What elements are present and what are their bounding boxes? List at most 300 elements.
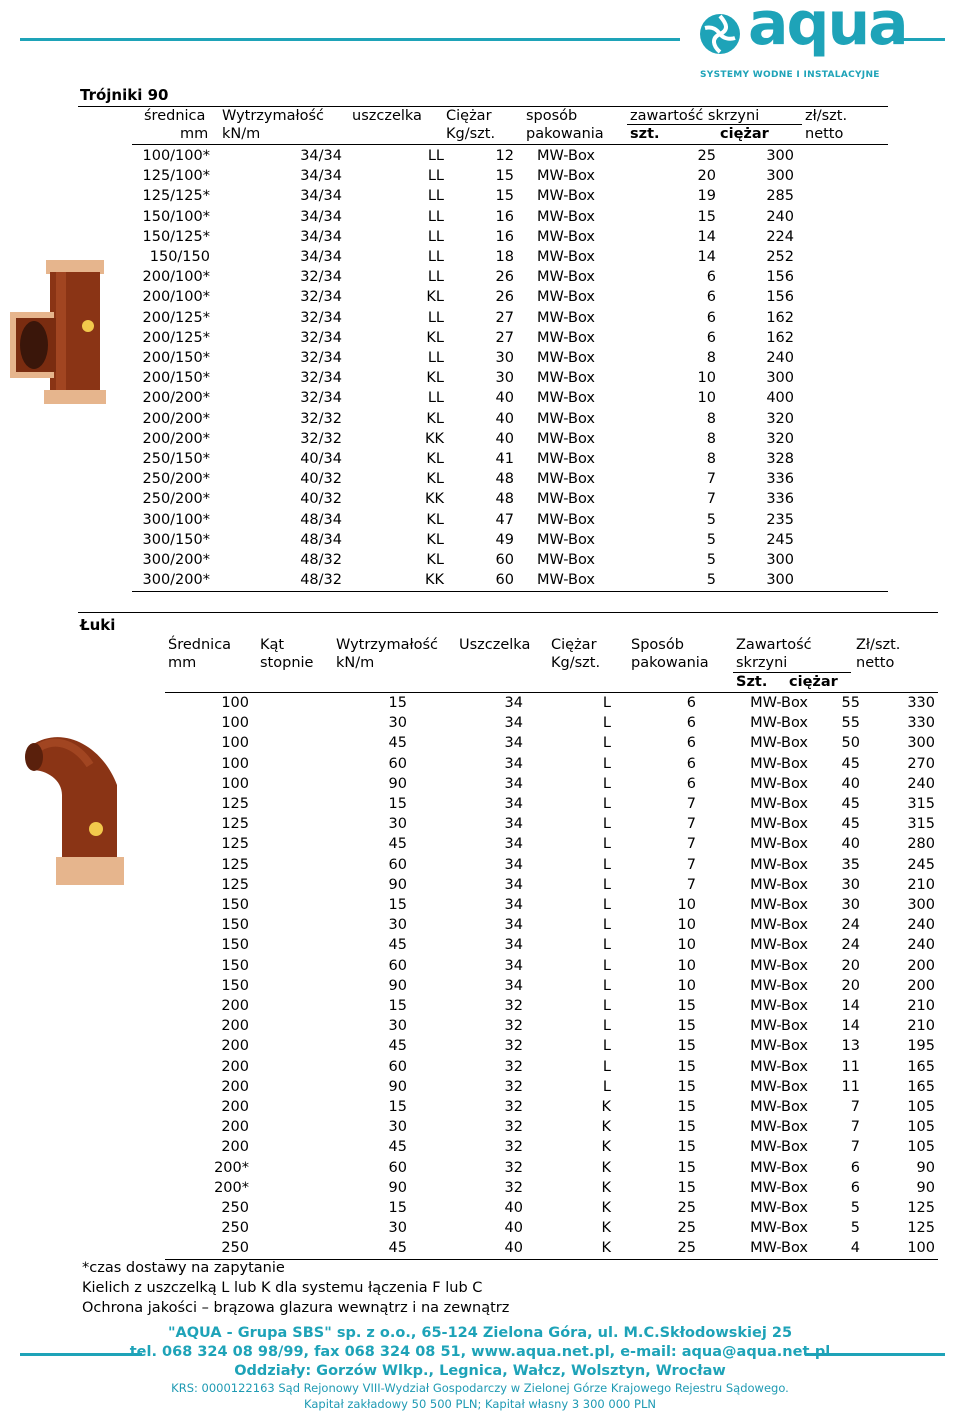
table-cell: 48 — [495, 491, 514, 508]
table-cell: 10 — [677, 897, 696, 914]
table-cell: 165 — [907, 1078, 935, 1095]
table-row — [132, 227, 794, 247]
table-cell: L — [602, 1058, 611, 1075]
table-cell: L — [602, 836, 611, 853]
table-cell: 7 — [706, 471, 716, 488]
table-cell: 200/100* — [142, 289, 210, 306]
table-cell: 55 — [841, 715, 860, 732]
table-cell: MW-Box — [537, 572, 595, 589]
table-row — [132, 510, 794, 530]
table-cell: 300 — [907, 897, 935, 914]
table-cell: 15 — [388, 796, 407, 813]
table-cell: 105 — [907, 1119, 935, 1136]
col-header-diameter: średnica mm — [144, 108, 209, 142]
table-row — [165, 814, 935, 834]
table-cell: 34 — [504, 695, 523, 711]
table-cell: 11 — [841, 1058, 860, 1075]
table-cell: 5 — [850, 1200, 860, 1217]
table-cell: 150/100* — [142, 208, 210, 225]
table-cell: 224 — [766, 228, 794, 245]
table-cell: 300 — [766, 552, 794, 569]
table-cell: LL — [427, 390, 444, 407]
table-cell: 40 — [495, 430, 514, 447]
table-cell: 90 — [388, 1179, 407, 1196]
table-cell: 15 — [388, 897, 407, 914]
header-rule-left — [20, 38, 680, 41]
table-cell: 14 — [841, 998, 860, 1015]
table-cell: 40 — [495, 390, 514, 407]
table-cell: 32 — [504, 1179, 523, 1196]
table-cell: MW-Box — [750, 816, 808, 833]
table-cell: KL — [426, 531, 444, 548]
table-cell: L — [602, 796, 611, 813]
table-cell: 34 — [504, 937, 523, 954]
table-cell: 200/200* — [142, 410, 210, 427]
table-cell: 4 — [850, 1240, 860, 1257]
table-cell: 250 — [221, 1200, 249, 1217]
table-cell: MW-Box — [750, 917, 808, 934]
table-cell: 100 — [221, 715, 249, 732]
table-cell: 34 — [504, 796, 523, 813]
table-cell: MW-Box — [750, 735, 808, 752]
table-cell: K — [601, 1240, 611, 1257]
table-cell: MW-Box — [537, 491, 595, 508]
col-header-weight: Ciężar Kg/szt. — [446, 108, 496, 142]
table-cell: 35 — [841, 856, 860, 873]
table-cell: 6 — [686, 715, 696, 732]
table-cell: 45 — [388, 735, 407, 752]
table-cell: 250 — [221, 1220, 249, 1237]
table-row — [132, 308, 794, 328]
table-cell: 15 — [388, 1200, 407, 1217]
table-cell: 45 — [841, 816, 860, 833]
table-cell: 7 — [686, 836, 696, 853]
table-cell: MW-Box — [537, 430, 595, 447]
table-row — [165, 1077, 935, 1097]
table-cell: MW-Box — [750, 1119, 808, 1136]
table-row — [132, 146, 794, 166]
table-cell: 40 — [504, 1240, 523, 1257]
table-row — [165, 713, 935, 733]
col-header-seal: uszczelka — [352, 108, 422, 124]
table-cell: 24 — [841, 937, 860, 954]
table-cell: L — [602, 816, 611, 833]
table-cell: 165 — [907, 1058, 935, 1075]
table-cell: 200* — [214, 1179, 249, 1196]
table-cell: 14 — [697, 228, 716, 245]
table-cell: 32 — [504, 1139, 523, 1156]
table-cell: MW-Box — [537, 390, 595, 407]
table-cell: L — [602, 715, 611, 732]
table-cell: 60 — [495, 572, 514, 589]
table-cell: 60 — [388, 957, 407, 974]
table-cell: 156 — [766, 269, 794, 286]
table-cell: MW-Box — [750, 1038, 808, 1055]
table-row — [132, 570, 794, 590]
divider — [78, 612, 938, 613]
table-cell: 300/200* — [142, 572, 210, 589]
table-row — [165, 754, 935, 774]
table-cell: 105 — [907, 1099, 935, 1116]
table-cell: 32/34 — [300, 370, 342, 387]
col-header-strength: Wytrzymałość kN/m — [222, 108, 325, 142]
table-cell: 48/32 — [300, 552, 342, 569]
table-cell: 32 — [504, 1018, 523, 1035]
table-cell: 7 — [686, 876, 696, 893]
footer-address: "AQUA - Grupa SBS" sp. z o.o., 65-124 Zielona Góra, ul. M.C.Skłodowskiej 25 — [167, 1325, 793, 1341]
col-header-packaging: sposób pakowania — [526, 108, 604, 142]
table-cell: 250/150* — [142, 451, 210, 468]
table-cell: 90 — [916, 1179, 935, 1196]
table-cell: MW-Box — [750, 937, 808, 954]
table-cell: 100 — [221, 775, 249, 792]
col-header-diameter: Średnica mm — [168, 637, 232, 671]
aqua-logo-mark-icon — [697, 4, 747, 66]
table-cell: 45 — [388, 836, 407, 853]
table-cell: MW-Box — [537, 410, 595, 427]
table-row — [132, 409, 794, 429]
table-cell: 8 — [706, 350, 716, 367]
table-cell: 32/34 — [300, 289, 342, 306]
table-row — [132, 530, 794, 550]
logo-subtitle: SYSTEMY WODNE I INSTALACYJNE — [700, 70, 880, 80]
table-cell: MW-Box — [537, 168, 595, 185]
table-cell: 30 — [388, 917, 407, 934]
table-row — [165, 1218, 935, 1238]
table-cell: 20 — [841, 977, 860, 994]
table-cell: 6 — [850, 1179, 860, 1196]
table-cell: 125 — [221, 836, 249, 853]
table-cell: 7 — [686, 816, 696, 833]
table-cell: 30 — [495, 370, 514, 387]
table-cell: 40 — [504, 1200, 523, 1217]
table-cell: 32/34 — [300, 269, 342, 286]
table-cell: 30 — [388, 816, 407, 833]
table-cell: MW-Box — [750, 957, 808, 974]
table-cell: 48/34 — [300, 531, 342, 548]
table-cell: 15 — [677, 1179, 696, 1196]
table-cell: MW-Box — [537, 228, 595, 245]
table-cell: 200 — [221, 1119, 249, 1136]
table-cell: MW-Box — [750, 1058, 808, 1075]
table-cell: L — [602, 1078, 611, 1095]
table-cell: 330 — [907, 695, 935, 711]
table-cell: 45 — [388, 1139, 407, 1156]
table-cell: MW-Box — [750, 1240, 808, 1257]
table-cell: 300/150* — [142, 531, 210, 548]
table-cell: 60 — [495, 552, 514, 569]
table-row — [165, 996, 935, 1016]
table-cell: 34 — [504, 816, 523, 833]
divider — [132, 144, 888, 145]
table-cell: 200/150* — [142, 350, 210, 367]
table-cell: LL — [427, 350, 444, 367]
table-cell: 34 — [504, 856, 523, 873]
table-cell: 195 — [907, 1038, 935, 1055]
col-header-price: zł/szt. netto — [805, 108, 848, 142]
table-cell: 30 — [388, 715, 407, 732]
table-cell: MW-Box — [750, 1159, 808, 1176]
table-cell: KK — [424, 491, 444, 508]
table-cell: MW-Box — [537, 289, 595, 306]
table-cell: 34 — [504, 876, 523, 893]
table-cell: 15 — [677, 1018, 696, 1035]
table-cell: 34/34 — [300, 208, 342, 225]
table-cell: 300 — [766, 168, 794, 185]
table-cell: 15 — [495, 168, 514, 185]
table-cell: 200/200* — [142, 430, 210, 447]
table-cell: L — [602, 998, 611, 1015]
table-cell: 5 — [706, 552, 716, 569]
table-cell: K — [601, 1220, 611, 1237]
table-cell: MW-Box — [537, 451, 595, 468]
table-cell: L — [602, 977, 611, 994]
table-cell: L — [602, 856, 611, 873]
table-cell: 13 — [841, 1038, 860, 1055]
table-row — [132, 429, 794, 449]
table-row — [165, 834, 935, 854]
table-cell: 60 — [388, 1058, 407, 1075]
table-row — [165, 1036, 935, 1056]
table-row — [132, 267, 794, 287]
table-cell: 240 — [907, 917, 935, 934]
table-cell: 60 — [388, 856, 407, 873]
table-cell: 5 — [706, 531, 716, 548]
table-cell: 200 — [907, 957, 935, 974]
table-row — [132, 449, 794, 469]
note-delivery: *czas dostawy na zapytanie — [82, 1260, 285, 1276]
table-cell: 150 — [221, 897, 249, 914]
table-cell: 300 — [907, 735, 935, 752]
table-row — [132, 388, 794, 408]
table-cell: 328 — [766, 451, 794, 468]
table-cell: 34/34 — [300, 188, 342, 205]
table-cell: 15 — [495, 188, 514, 205]
table-cell: MW-Box — [750, 977, 808, 994]
table-cell: 125/125* — [142, 188, 210, 205]
table-cell: 10 — [677, 977, 696, 994]
table-cell: 7 — [850, 1119, 860, 1136]
table-cell: 125 — [221, 856, 249, 873]
table-cell: L — [602, 755, 611, 772]
section-title-luki: Łuki — [80, 616, 116, 634]
table-cell: 252 — [766, 249, 794, 266]
col-header-strength: Wytrzymałość kN/m — [336, 637, 439, 671]
table-cell: 200/125* — [142, 329, 210, 346]
table-cell: 7 — [686, 856, 696, 873]
table-row — [165, 895, 935, 915]
table-cell: 336 — [766, 471, 794, 488]
table-cell: 32/32 — [300, 410, 342, 427]
table-cell: 300 — [766, 148, 794, 164]
table-cell: MW-Box — [750, 755, 808, 772]
table-cell: L — [602, 1018, 611, 1035]
table-cell: 100 — [221, 695, 249, 711]
table-cell: 25 — [677, 1200, 696, 1217]
table-cell: 32 — [504, 1058, 523, 1075]
table-cell: MW-Box — [750, 715, 808, 732]
table-cell: KL — [426, 329, 444, 346]
table-cell: 49 — [495, 531, 514, 548]
table-cell: 150 — [221, 957, 249, 974]
table-cell: L — [602, 1038, 611, 1055]
table-cell: LL — [427, 148, 444, 164]
table-row — [132, 186, 794, 206]
table-cell: 25 — [677, 1220, 696, 1237]
table-cell: MW-Box — [537, 208, 595, 225]
table-cell: 40 — [504, 1220, 523, 1237]
table-cell: MW-Box — [750, 1099, 808, 1116]
col-header-box: zawartość skrzyni — [630, 108, 760, 124]
col-header-box-ciezar: ciężar — [789, 674, 838, 690]
table-row — [165, 855, 935, 875]
table-row — [132, 368, 794, 388]
table-cell: 20 — [841, 957, 860, 974]
table-cell: 200 — [221, 1018, 249, 1035]
table-cell: 15 — [388, 1099, 407, 1116]
table-cell: 90 — [388, 977, 407, 994]
table-cell: 6 — [850, 1159, 860, 1176]
table-cell: 40/34 — [300, 451, 342, 468]
col-header-box-szt: Szt. — [736, 674, 768, 690]
table-cell: 200 — [221, 1139, 249, 1156]
table-cell: MW-Box — [537, 188, 595, 205]
table-row — [165, 935, 935, 955]
col-header-price: Zł/szt. netto — [856, 637, 901, 671]
table-row — [165, 733, 935, 753]
table-cell: 6 — [706, 289, 716, 306]
table-cell: MW-Box — [537, 370, 595, 387]
col-header-box: Zawartość skrzyni — [736, 637, 812, 671]
table-cell: 32 — [504, 1159, 523, 1176]
table-cell: 250/200* — [142, 471, 210, 488]
table-cell: LL — [427, 208, 444, 225]
table-cell: 20 — [697, 168, 716, 185]
table-cell: 200 — [907, 977, 935, 994]
col-header-weight: Ciężar Kg/szt. — [551, 637, 601, 671]
col-header-seal: Uszczelka — [459, 637, 531, 653]
table-cell: 25 — [697, 148, 716, 164]
table-cell: 300 — [766, 572, 794, 589]
table-cell: 47 — [495, 511, 514, 528]
table-cell: KK — [424, 430, 444, 447]
bends-table — [165, 693, 935, 1259]
table-cell: 45 — [841, 796, 860, 813]
table-row — [165, 956, 935, 976]
table-cell: 162 — [766, 329, 794, 346]
table-cell: 250/200* — [142, 491, 210, 508]
table-cell: 200 — [221, 1058, 249, 1075]
table-cell: MW-Box — [750, 1078, 808, 1095]
table-cell: L — [602, 937, 611, 954]
table-cell: 60 — [388, 1159, 407, 1176]
table-cell: 200/100* — [142, 269, 210, 286]
table-cell: 250 — [221, 1240, 249, 1257]
table-cell: 100/100* — [142, 148, 210, 164]
table-cell: 200 — [221, 1038, 249, 1055]
table-cell: 90 — [388, 775, 407, 792]
table-cell: MW-Box — [537, 309, 595, 326]
table-cell: 90 — [916, 1159, 935, 1176]
table-cell: 150 — [221, 917, 249, 934]
table-cell: 32 — [504, 1119, 523, 1136]
table-cell: MW-Box — [750, 856, 808, 873]
table-cell: 125 — [907, 1220, 935, 1237]
table-cell: 200 — [221, 1078, 249, 1095]
table-cell: 40/32 — [300, 471, 342, 488]
table-cell: 315 — [907, 816, 935, 833]
table-cell: K — [601, 1139, 611, 1156]
table-row — [132, 328, 794, 348]
table-cell: 32 — [504, 1038, 523, 1055]
table-cell: LL — [427, 168, 444, 185]
table-cell: 48 — [495, 471, 514, 488]
table-cell: 50 — [841, 735, 860, 752]
table-cell: K — [601, 1099, 611, 1116]
table-cell: 125 — [221, 816, 249, 833]
table-cell: 40 — [495, 410, 514, 427]
table-cell: MW-Box — [537, 148, 595, 164]
table-cell: 7 — [850, 1099, 860, 1116]
table-cell: 34 — [504, 957, 523, 974]
table-cell: 10 — [697, 370, 716, 387]
table-cell: 240 — [907, 775, 935, 792]
table-cell: 240 — [766, 208, 794, 225]
table-cell: 10 — [697, 390, 716, 407]
table-cell: KL — [426, 410, 444, 427]
table-row — [132, 550, 794, 570]
table-cell: 6 — [686, 695, 696, 711]
table-cell: 285 — [766, 188, 794, 205]
table-row — [132, 207, 794, 227]
table-row — [165, 1158, 935, 1178]
table-cell: 270 — [907, 755, 935, 772]
table-cell: 6 — [706, 329, 716, 346]
table-cell: 5 — [706, 511, 716, 528]
table-cell: 34/34 — [300, 249, 342, 266]
table-cell: 7 — [686, 796, 696, 813]
table-cell: LL — [427, 269, 444, 286]
table-cell: 8 — [706, 430, 716, 447]
table-cell: 336 — [766, 491, 794, 508]
table-cell: LL — [427, 309, 444, 326]
table-cell: 25 — [677, 1240, 696, 1257]
table-cell: MW-Box — [750, 897, 808, 914]
table-cell: MW-Box — [537, 531, 595, 548]
table-cell: 34 — [504, 775, 523, 792]
table-cell: 34 — [504, 715, 523, 732]
table-cell: L — [602, 775, 611, 792]
table-cell: 34 — [504, 897, 523, 914]
table-cell: 90 — [388, 876, 407, 893]
table-cell: 15 — [677, 1159, 696, 1176]
table-cell: 30 — [841, 876, 860, 893]
table-cell: 27 — [495, 309, 514, 326]
table-cell: KL — [426, 370, 444, 387]
table-cell: 6 — [706, 269, 716, 286]
table-cell: 6 — [686, 755, 696, 772]
table-cell: 200* — [214, 1159, 249, 1176]
bend-fitting-image — [22, 725, 142, 890]
table-cell: 15 — [677, 1078, 696, 1095]
table-cell: KK — [424, 572, 444, 589]
table-cell: 125 — [221, 876, 249, 893]
table-cell: 15 — [677, 1139, 696, 1156]
table-cell: 45 — [841, 755, 860, 772]
table-cell: 8 — [706, 410, 716, 427]
table-cell: 34 — [504, 836, 523, 853]
table-cell: 34/34 — [300, 228, 342, 245]
